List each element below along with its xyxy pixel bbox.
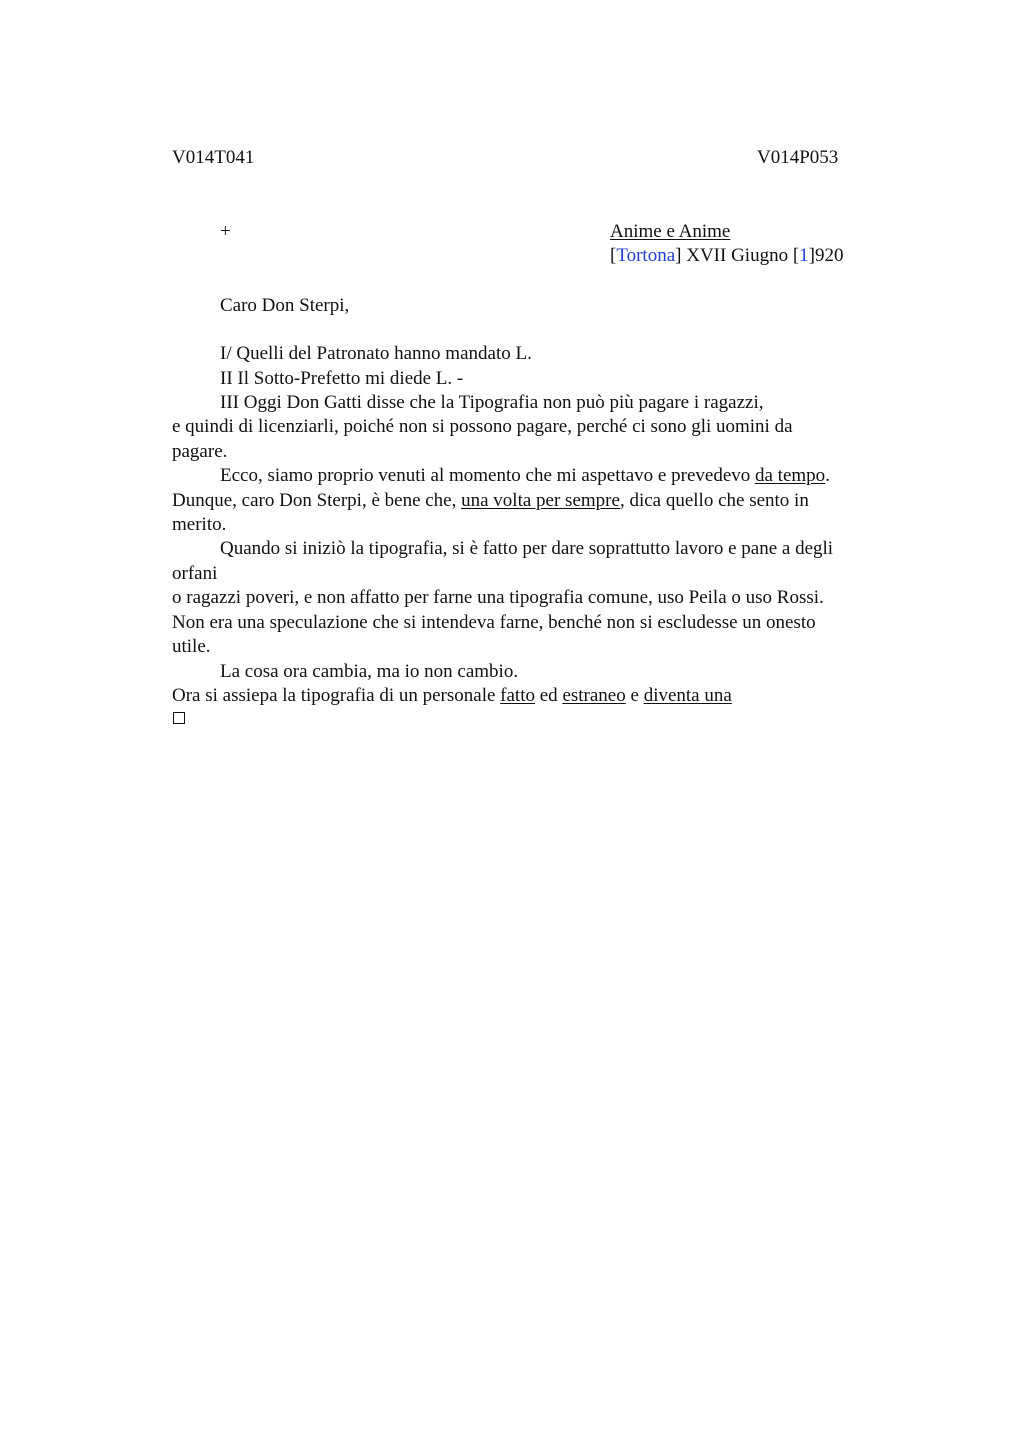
text-span: Ecco, siamo proprio venuti al momento che mi aspettavo e prevedevo: [220, 465, 755, 486]
text-line: [172, 684, 732, 708]
item-3: III Oggi Don Gatti disse che la Tipografia non può più pagare i ragazzi,: [220, 392, 764, 413]
text-span: ed: [535, 685, 563, 706]
bracket: ]: [675, 245, 687, 266]
text-span: Ora si assiepa la tipografia di un personale: [172, 685, 501, 706]
letter-title: Anime e Anime: [610, 221, 731, 242]
item-1: I/ Quelli del Patronato hanno mandato L.: [220, 343, 532, 364]
text-line: pagare.: [172, 441, 228, 462]
bracket: ]: [808, 245, 815, 266]
checkbox-square-icon: [173, 712, 185, 724]
underlined-text: estraneo: [562, 685, 626, 706]
underlined-text: da tempo: [755, 465, 826, 486]
item-2: II Il Sotto-Prefetto mi diede L. -: [220, 368, 464, 389]
text-line: La cosa ora cambia, ma io non cambio.: [220, 661, 519, 682]
place-name: Tortona: [616, 245, 676, 266]
underlined-text: diventa una: [643, 685, 732, 706]
year-insert: 1: [799, 245, 809, 266]
bracket: [: [610, 245, 617, 266]
text-line: [220, 464, 830, 488]
year-text: 920: [815, 245, 844, 266]
text-line: orfani: [172, 563, 218, 584]
text-line: utile.: [172, 636, 211, 657]
text-span: e: [625, 685, 644, 706]
letter-date: [610, 244, 844, 268]
text-span: Dunque, caro Don Sterpi, è bene che,: [172, 490, 462, 511]
document-code-left: V014T041: [172, 147, 255, 168]
text-line: Non era una speculazione che si intendeva farne, benché non si escludesse un onesto: [172, 612, 816, 633]
text-span: .: [825, 465, 830, 486]
text-line: [172, 489, 809, 513]
underlined-text: una volta per sempre: [461, 490, 620, 511]
underlined-text: fatto: [500, 685, 535, 706]
text-line: o ragazzi poveri, e non affatto per farne una tipografia comune, uso Peila o uso Rossi.: [172, 587, 824, 608]
text-line: merito.: [172, 514, 227, 535]
date-text: XVII Giugno: [686, 245, 789, 266]
text-line: e quindi di licenziarli, poiché non si possono pagare, perché ci sono gli uomini da: [172, 416, 793, 437]
cross-symbol: +: [220, 221, 231, 242]
text-span: , dica quello che sento in: [619, 490, 809, 511]
salutation: Caro Don Sterpi,: [220, 295, 350, 316]
document-code-right: V014P053: [757, 147, 839, 168]
bracket: [: [788, 245, 800, 266]
text-line: Quando si iniziò la tipografia, si è fatto per dare soprattutto lavoro e pane a degli: [220, 538, 834, 559]
